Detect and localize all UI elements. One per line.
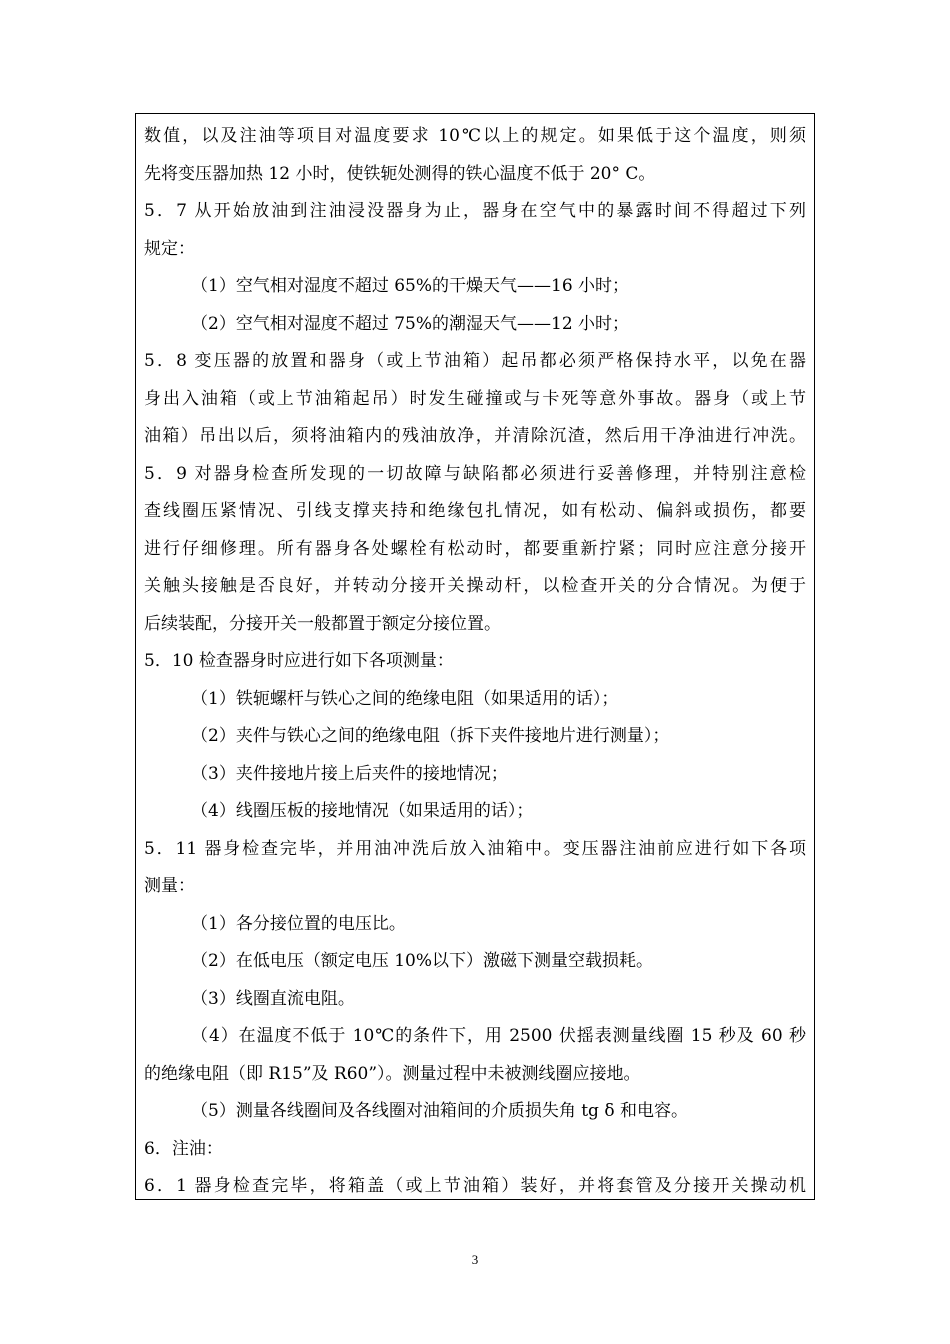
text-line: 查线圈压紧情况、引线支撑夹持和绝缘包扎情况，如有松动、偏斜或损伤，都要 (144, 501, 806, 521)
list-item: （1）空气相对湿度不超过 65%的干燥天气——16 小时； (191, 276, 630, 296)
text-line: 进行仔细修理。所有器身各处螺栓有松动时，都要重新拧紧；同时应注意分接开 (144, 538, 806, 559)
list-item: （1）各分接位置的电压比。 (191, 913, 406, 934)
page-number: 3 (471, 1252, 479, 1267)
text-line: 油箱）吊出以后，须将油箱内的残油放净，并清除沉渣，然后用干净油进行冲洗。 (144, 426, 806, 446)
section-6-heading: 6．注油： (144, 1138, 223, 1159)
section-5-10: 5．10 检查器身时应进行如下各项测量： (144, 651, 454, 671)
list-item: （4）线圈压板的接地情况（如果适用的话）； (191, 801, 534, 821)
section-5-11: 5．11 器身检查完毕，并用油冲洗后放入油箱中。变压器注油前应进行如下各项 (144, 838, 806, 859)
list-item: （3）线圈直流电阻。 (191, 988, 355, 1009)
text-line: 测量： (144, 876, 195, 896)
list-item: （4）在温度不低于 10℃的条件下，用 2500 伏摇表测量线圈 15 秒及 60 秒 (191, 1026, 806, 1046)
text-line: 规定： (144, 238, 195, 259)
text-line: 后续装配，分接开关一般都置于额定分接位置。 (144, 613, 501, 634)
text-line: 先将变压器加热 12 小时，使铁轭处测得的铁心温度不低于 20° C。 (144, 163, 656, 184)
text-line: 关触头接触是否良好，并转动分接开关操动杆，以检查开关的分合情况。为便于 (144, 576, 806, 596)
document-body (144, 118, 806, 1206)
list-item: （2）在低电压（额定电压 10%以下）激磁下测量空载损耗。 (191, 951, 654, 971)
section-5-9: 5．9 对器身检查所发现的一切故障与缺陷都必须进行妥善修理，并特别注意检 (144, 463, 806, 484)
section-5-7: 5．7 从开始放油到注油浸没器身为止，器身在空气中的暴露时间不得超过下列 (144, 201, 806, 221)
list-item: （3）夹件接地片接上后夹件的接地情况； (191, 763, 508, 784)
section-6-1: 6．1 器身检查完毕，将箱盖（或上节油箱）装好，并将套管及分接开关操动机 (144, 1176, 806, 1196)
text-line: 数值，以及注油等项目对温度要求 10℃以上的规定。如果低于这个温度，则须 (144, 126, 806, 146)
content-frame (135, 113, 815, 1200)
text-line: 的绝缘电阻（即 R15”及 R60”）。测量过程中未被测线圈应接地。 (144, 1063, 641, 1084)
list-item: （1）铁轭螺杆与铁心之间的绝缘电阻（如果适用的话）； (191, 688, 619, 709)
text-line: 身出入油箱（或上节油箱起吊）时发生碰撞或与卡死等意外事故。器身（或上节 (144, 388, 806, 409)
list-item: （2）夹件与铁心之间的绝缘电阻（拆下夹件接地片进行测量）； (191, 726, 670, 746)
section-5-8: 5．8 变压器的放置和器身（或上节油箱）起吊都必须严格保持水平，以免在器 (144, 351, 806, 371)
list-item: （5）测量各线圈间及各线圈对油箱间的介质损失角 tg δ 和电容。 (191, 1101, 688, 1121)
list-item: （2）空气相对湿度不超过 75%的潮湿天气——12 小时； (191, 313, 630, 334)
